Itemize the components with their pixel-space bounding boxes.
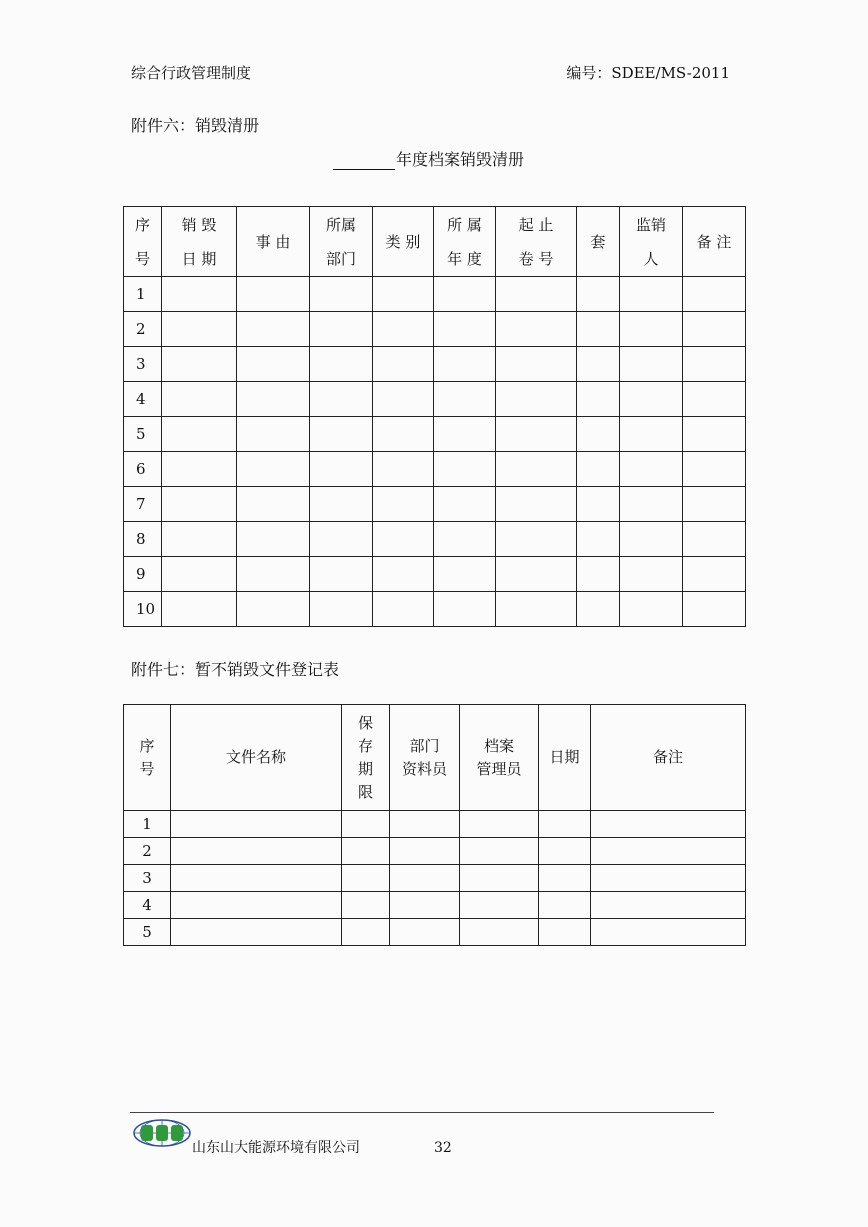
attachment6-title-text: 年度档案销毁清册 — [396, 150, 525, 169]
blank-cell — [373, 382, 434, 417]
column-header — [237, 207, 310, 277]
table-row — [124, 892, 746, 919]
row-number: 9 — [124, 557, 162, 592]
blank-cell — [496, 382, 577, 417]
blank-cell — [683, 277, 746, 312]
blank-cell — [237, 382, 310, 417]
column-header-label: 序 号 — [134, 215, 150, 268]
blank-cell — [496, 487, 577, 522]
column-header — [373, 207, 434, 277]
blank-cell — [591, 811, 746, 838]
blank-cell — [591, 919, 746, 946]
blank-cell — [310, 382, 373, 417]
blank-cell — [373, 557, 434, 592]
blank-cell — [620, 382, 683, 417]
column-header-label: 套 — [590, 232, 606, 251]
blank-cell — [496, 452, 577, 487]
column-header — [310, 207, 373, 277]
blank-cell — [683, 382, 746, 417]
blank-cell — [342, 919, 390, 946]
blank-cell — [390, 892, 460, 919]
column-header-label: 所 属 年 度 — [447, 215, 482, 268]
blank-cell — [162, 592, 237, 627]
footer-company: 山东山大能源环境有限公司 — [192, 1140, 360, 1156]
column-header-label: 日期 — [549, 748, 580, 766]
table-row — [124, 811, 746, 838]
row-number: 3 — [124, 347, 162, 382]
blank-cell — [591, 865, 746, 892]
blank-cell — [310, 557, 373, 592]
table-row — [124, 487, 746, 522]
blank-cell — [460, 838, 539, 865]
table-row — [124, 919, 746, 946]
column-header-label: 文件名称 — [225, 748, 286, 766]
blank-cell — [162, 312, 237, 347]
blank-cell — [434, 382, 496, 417]
table-row — [124, 347, 746, 382]
blank-cell — [591, 838, 746, 865]
blank-cell — [434, 522, 496, 557]
blank-cell — [310, 522, 373, 557]
blank-cell — [171, 811, 342, 838]
blank-cell — [162, 452, 237, 487]
blank-cell — [162, 417, 237, 452]
blank-cell — [683, 487, 746, 522]
column-header — [390, 705, 460, 811]
blank-cell — [577, 522, 620, 557]
column-header-label: 销 毁 日 期 — [181, 215, 217, 268]
blank-cell — [390, 919, 460, 946]
column-header-label: 备注 — [652, 748, 683, 766]
blank-cell — [171, 892, 342, 919]
row-number: 1 — [124, 811, 171, 838]
row-number: 1 — [124, 277, 162, 312]
blank-cell — [577, 487, 620, 522]
blank-cell — [373, 277, 434, 312]
column-header-label: 所属 部门 — [325, 215, 356, 268]
blank-cell — [390, 865, 460, 892]
blank-cell — [434, 277, 496, 312]
header-left: 综合行政管理制度 — [131, 64, 252, 82]
column-header-label: 保 存 期 限 — [357, 713, 373, 801]
blank-cell — [237, 417, 310, 452]
blank-cell — [496, 277, 577, 312]
blank-cell — [591, 892, 746, 919]
column-header — [124, 207, 162, 277]
blank-cell — [342, 892, 390, 919]
blank-cell — [310, 277, 373, 312]
blank-cell — [237, 277, 310, 312]
row-number: 4 — [124, 382, 162, 417]
blank-cell — [162, 487, 237, 522]
column-header-label: 事 由 — [255, 232, 291, 251]
blank-cell — [539, 865, 591, 892]
destruction-register-table — [123, 206, 746, 627]
blank-cell — [342, 811, 390, 838]
company-logo-icon — [132, 1117, 192, 1149]
column-header — [591, 705, 746, 811]
column-header-label: 类 别 — [385, 232, 421, 251]
blank-cell — [237, 522, 310, 557]
retained-files-table — [123, 704, 746, 946]
blank-cell — [577, 382, 620, 417]
table-row — [124, 592, 746, 627]
blank-cell — [496, 522, 577, 557]
blank-cell — [620, 277, 683, 312]
blank-cell — [310, 347, 373, 382]
column-header — [434, 207, 496, 277]
blank-cell — [539, 919, 591, 946]
blank-cell — [373, 592, 434, 627]
blank-cell — [496, 557, 577, 592]
blank-cell — [620, 347, 683, 382]
column-header-label: 序 号 — [139, 736, 155, 778]
blank-cell — [683, 417, 746, 452]
blank-cell — [373, 417, 434, 452]
row-number: 10 — [124, 592, 162, 627]
blank-cell — [496, 592, 577, 627]
title-blank-line — [333, 152, 395, 170]
column-header — [171, 705, 342, 811]
column-header-label: 部门 资料员 — [401, 736, 447, 778]
column-header — [342, 705, 390, 811]
blank-cell — [162, 557, 237, 592]
table-row — [124, 277, 746, 312]
column-header — [539, 705, 591, 811]
blank-cell — [683, 592, 746, 627]
row-number: 5 — [124, 417, 162, 452]
table-row — [124, 522, 746, 557]
blank-cell — [460, 865, 539, 892]
blank-cell — [577, 557, 620, 592]
blank-cell — [237, 487, 310, 522]
column-header-label: 起 止 卷 号 — [518, 215, 554, 268]
table-header-row — [124, 207, 746, 277]
attachment6-heading: 附件六：销毁清册 — [131, 116, 260, 135]
blank-cell — [434, 452, 496, 487]
table-row — [124, 865, 746, 892]
blank-cell — [373, 312, 434, 347]
row-number: 6 — [124, 452, 162, 487]
blank-cell — [373, 452, 434, 487]
blank-cell — [434, 557, 496, 592]
blank-cell — [577, 452, 620, 487]
blank-cell — [620, 522, 683, 557]
blank-cell — [373, 522, 434, 557]
blank-cell — [162, 347, 237, 382]
blank-cell — [683, 557, 746, 592]
footer-divider — [130, 1112, 714, 1113]
blank-cell — [620, 312, 683, 347]
blank-cell — [496, 312, 577, 347]
blank-cell — [310, 417, 373, 452]
blank-cell — [171, 865, 342, 892]
blank-cell — [620, 417, 683, 452]
column-header — [577, 207, 620, 277]
blank-cell — [683, 452, 746, 487]
blank-cell — [162, 382, 237, 417]
blank-cell — [310, 452, 373, 487]
blank-cell — [390, 838, 460, 865]
blank-cell — [162, 277, 237, 312]
blank-cell — [434, 417, 496, 452]
row-number: 2 — [124, 312, 162, 347]
blank-cell — [577, 347, 620, 382]
column-header — [460, 705, 539, 811]
row-number: 5 — [124, 919, 171, 946]
blank-cell — [460, 811, 539, 838]
blank-cell — [539, 811, 591, 838]
row-number: 8 — [124, 522, 162, 557]
blank-cell — [342, 865, 390, 892]
blank-cell — [620, 452, 683, 487]
column-header-label: 备 注 — [696, 232, 732, 251]
column-header — [162, 207, 237, 277]
column-header — [124, 705, 171, 811]
table-row — [124, 382, 746, 417]
blank-cell — [577, 592, 620, 627]
column-header — [683, 207, 746, 277]
blank-cell — [342, 838, 390, 865]
blank-cell — [683, 522, 746, 557]
row-number: 4 — [124, 892, 171, 919]
row-number: 7 — [124, 487, 162, 522]
blank-cell — [171, 838, 342, 865]
blank-cell — [171, 919, 342, 946]
attachment7-heading: 附件七：暂不销毁文件登记表 — [131, 660, 340, 679]
blank-cell — [539, 838, 591, 865]
blank-cell — [620, 557, 683, 592]
blank-cell — [460, 892, 539, 919]
blank-cell — [237, 312, 310, 347]
blank-cell — [310, 592, 373, 627]
table-row — [124, 557, 746, 592]
blank-cell — [237, 592, 310, 627]
row-number: 3 — [124, 865, 171, 892]
blank-cell — [373, 347, 434, 382]
blank-cell — [496, 417, 577, 452]
column-header-label: 监销 人 — [635, 215, 666, 268]
page-number: 32 — [434, 1140, 452, 1156]
blank-cell — [460, 919, 539, 946]
blank-cell — [373, 487, 434, 522]
blank-cell — [162, 522, 237, 557]
blank-cell — [620, 487, 683, 522]
table-header-row — [124, 705, 746, 811]
blank-cell — [620, 592, 683, 627]
column-header — [496, 207, 577, 277]
column-header — [620, 207, 683, 277]
blank-cell — [577, 277, 620, 312]
blank-cell — [310, 312, 373, 347]
blank-cell — [577, 312, 620, 347]
blank-cell — [434, 487, 496, 522]
blank-cell — [237, 347, 310, 382]
blank-cell — [434, 312, 496, 347]
table-row — [124, 417, 746, 452]
blank-cell — [434, 347, 496, 382]
blank-cell — [310, 487, 373, 522]
header-right: 编号：SDEE/MS-2011 — [566, 64, 730, 82]
blank-cell — [390, 811, 460, 838]
blank-cell — [683, 312, 746, 347]
attachment6-title — [333, 147, 524, 170]
column-header-label: 档案 管理员 — [476, 736, 522, 778]
blank-cell — [539, 892, 591, 919]
blank-cell — [577, 417, 620, 452]
table-row — [124, 452, 746, 487]
blank-cell — [237, 557, 310, 592]
blank-cell — [683, 347, 746, 382]
blank-cell — [434, 592, 496, 627]
table-row — [124, 312, 746, 347]
table-row — [124, 838, 746, 865]
blank-cell — [237, 452, 310, 487]
row-number: 2 — [124, 838, 171, 865]
blank-cell — [496, 347, 577, 382]
